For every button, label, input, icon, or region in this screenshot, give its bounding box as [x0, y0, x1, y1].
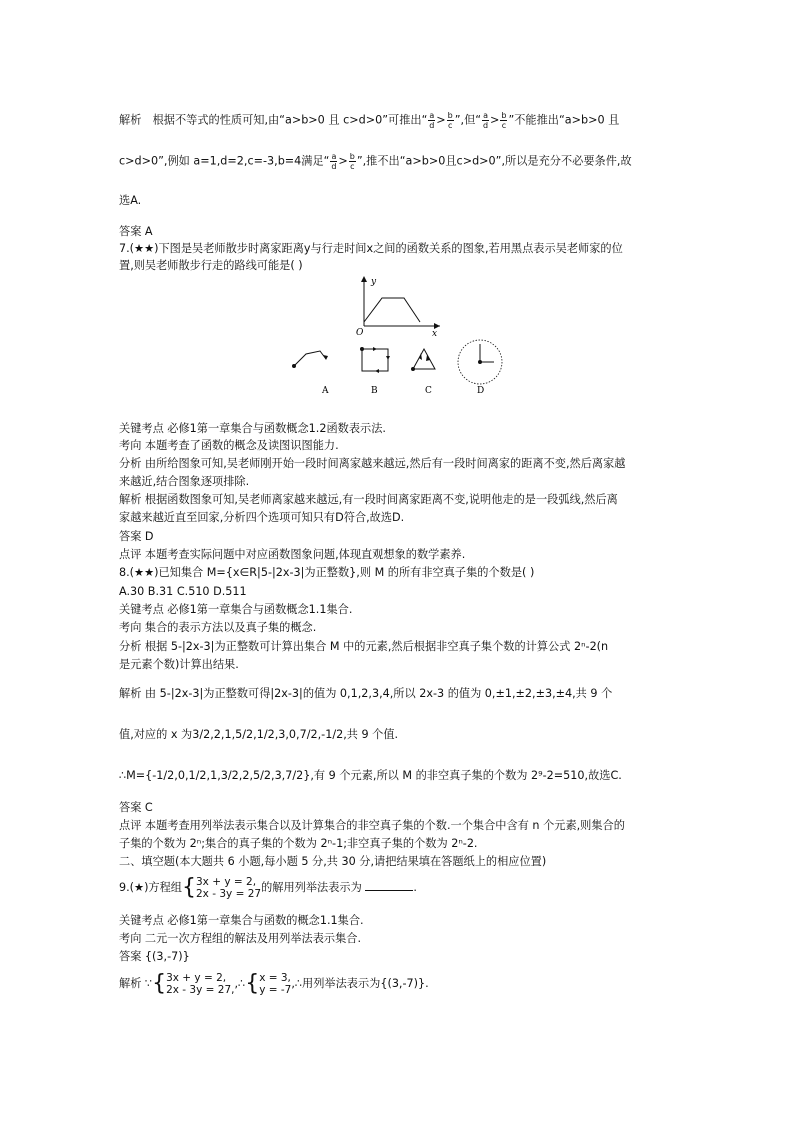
analysis-7: 解析 根据函数图象可知,吴老师离家越来越远,有一段时间离家距离不变,说明他走的是一段弧线,然后离 — [119, 493, 618, 506]
solution-system: x = 3, y = -7 — [259, 972, 292, 996]
thinking-7: 分析 由所给图象可知,吴老师刚开始一段时间离家越来越远,然后有一段时间离家的距离不变,然后离家越 — [119, 457, 626, 470]
choices-8: A.30 B.31 C.510 D.511 — [119, 585, 247, 598]
analysis-7-cont: 家越来越近直至回家,分析四个选项可知只有D符合,故选D. — [119, 511, 405, 524]
option-d-path — [458, 340, 502, 396]
key-point-8: 关键考点 必修1第一章集合与函数概念1.1集合. — [119, 603, 353, 616]
answer-8: 答案 C — [119, 801, 153, 814]
comment-8: 点评 本题考查用列举法表示集合以及计算集合的非空真子集的个数.一个集合中含有 n 个元素,则集合的 — [119, 819, 625, 832]
option-b-path — [360, 347, 390, 396]
key-point-9: 关键考点 必修1第一章集合与函数的概念1.1集合. — [119, 914, 364, 927]
option-b-label: B — [371, 386, 378, 396]
option-a-label: A — [322, 386, 329, 396]
question-7: 7.(★★)下图是吴老师散步时离家距离y与行走时间x之间的函数关系的图象,若用黑点表示吴老师家的位 — [119, 242, 623, 255]
analysis-8: 解析 由 5-|2x-3|为正整数可得|2x-3|的值为 0,1,2,3,4,所以 2x-3 的值为 0,±1,±2,±3,±4,共 9 个 — [119, 687, 613, 700]
equation-system: 3x + y = 2, 2x - 3y = 27, — [166, 972, 235, 996]
direction-7: 考向 本题考查了函数的概念及读图识图能力. — [119, 439, 339, 452]
direction-9: 考向 二元一次方程组的解法及用列举法表示集合. — [119, 932, 362, 945]
direction-8: 考向 集合的表示方法以及真子集的概念. — [119, 621, 317, 634]
answer-9: 答案 {(3,-7)} — [119, 950, 190, 963]
para-analysis-6: 解析 根据不等式的性质可知,由“a>b>0 且 c>d>0”可推出“ $\frac{a}{d}$ > $\frac{b}{c}$ ”,但“ $\frac{a}{d}$ > $\frac{b}{c}$ ”不能推出“a>b>0 且 — [119, 111, 620, 130]
fraction: $\frac{a}{d}$ — [331, 152, 337, 171]
question-7-cont: 置,则吴老师散步行走的路线可能是( ) — [119, 259, 303, 272]
fraction: $\frac{a}{d}$ — [429, 111, 435, 130]
thinking-7-cont: 来越近,结合图象逐项排除. — [119, 475, 250, 488]
fraction: $\frac{b}{c}$ — [349, 152, 355, 171]
question-8: 8.(★★)已知集合 M={x∈R|5-|2x-3|为正整数},则 M 的所有非空真子集的个数是( ) — [119, 566, 535, 579]
fraction: $\frac{a}{d}$ — [482, 111, 489, 130]
answer-6: 答案 A — [119, 225, 153, 238]
answer-7: 答案 D — [119, 530, 154, 543]
y-axis-label: y — [371, 277, 377, 287]
thinking-8: 分析 根据 5-|2x-3|为正整数可计算出集合 M 中的元素,然后根据非空真子集个数的计算公式 2ⁿ-2(n — [119, 640, 609, 653]
section-heading-fill-in: 二、填空题(本大题共 6 小题,每小题 5 分,共 30 分,请把结果填在答题纸上的相应位置) — [119, 855, 547, 868]
fraction: $\frac{b}{c}$ — [447, 111, 453, 130]
option-d-label: D — [477, 386, 485, 396]
option-c-label: C — [425, 386, 432, 396]
question-9: 9.(★)方程组{ 3x + y = 2, 2x - 3y = 27 的解用列举法表示为 . — [119, 875, 417, 900]
analysis-8-result: ∴M={-1/2,0,1/2,1,3/2,2,5/2,3,7/2},有 9 个元素,所以 M 的非空真子集的个数为 2⁹-2=510,故选C. — [119, 769, 622, 782]
comment-7: 点评 本题考查实际问题中对应函数图象问题,体现直观想象的数学素养. — [119, 548, 466, 561]
para-analysis-6-cont: c>d>0”,例如 a=1,d=2,c=-3,b=4满足“ $\frac{a}{d}$ > $\frac{b}{c}$ ”,推不出“a>b>0且c>d>0”,所以是充分不必要条件,故 — [119, 152, 632, 171]
analysis-8-cont: 值,对应的 x 为3/2,2,1,5/2,1/2,3,0,7/2,-1/2,共 9 个值. — [119, 728, 399, 741]
option-a-path — [292, 351, 329, 396]
comment-8-cont: 子集的个数为 2ⁿ;集合的真子集的个数为 2ⁿ-1;非空真子集的个数为 2ⁿ-2. — [119, 837, 478, 850]
thinking-8-cont: 是元素个数)计算出结果. — [119, 658, 239, 671]
origin-label: O — [356, 328, 364, 338]
answer-blank — [365, 890, 413, 891]
key-point-7: 关键考点 必修1第一章集合与函数概念1.2函数表示法. — [119, 422, 386, 435]
fraction: $\frac{b}{c}$ — [501, 111, 507, 130]
equation-system: 3x + y = 2, 2x - 3y = 27 — [196, 876, 262, 900]
text: 解析 根据不等式的性质可知,由“a>b>0 且 c>d>0”可推出“ — [119, 113, 428, 127]
text-line: 选A. — [119, 194, 142, 207]
function-graph — [356, 276, 440, 339]
option-c-path — [411, 349, 435, 396]
x-axis-label: x — [432, 329, 438, 339]
question-7-figure — [280, 272, 520, 402]
analysis-9: 解析 ∵{ 3x + y = 2, 2x - 3y = 27, ,∴{ x = 3, y = -7 ,∴用列举法表示为{(3,-7)}. — [119, 971, 429, 996]
